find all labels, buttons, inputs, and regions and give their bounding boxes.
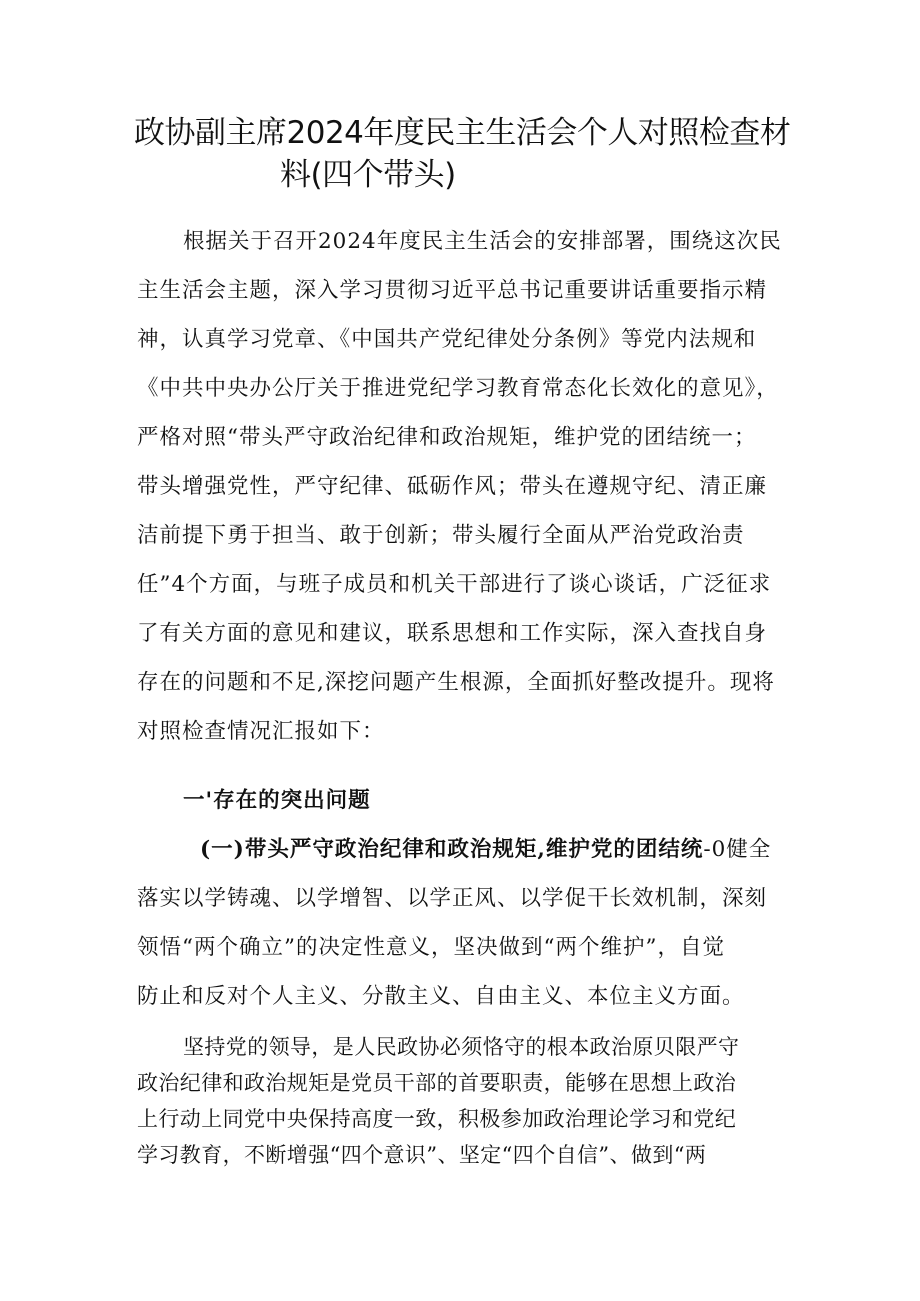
para2-line-3: 上行动上同党中央保持高度一致，积极参加政治理论学习和党纪 xyxy=(137,1107,737,1131)
intro-line-10: 存在的问题和不足,深挖问题产生根源，全面抓好整改提升。现将 xyxy=(137,670,775,695)
intro-line-5: 严格对照“带头严守政治纪律和政治规矩，维护党的团结统一； xyxy=(137,425,757,450)
subsection-heading-tail: -0健全 xyxy=(703,837,772,862)
title-line-2: 料(四个带头) xyxy=(280,157,456,193)
intro-line-1: 根据关于召开2024年度民主生活会的安排部署，围绕这次民 xyxy=(183,229,782,254)
intro-line-2: 主生活会主题，深入学习贯彻习近平总书记重要讲话重要指示精 xyxy=(137,278,768,303)
subsection-heading: (一)带头严守政治纪律和政治规矩,维护党的团结统 xyxy=(200,837,704,862)
para2-line-1: 坚持党的领导，是人民政协必须恪守的根本政治原贝限严守 xyxy=(183,1035,740,1059)
subsection-first-line xyxy=(200,835,771,865)
subsection-line-4: 防止和反对个人主义、分散主义、自由主义、本位主义方面。 xyxy=(137,984,745,1009)
intro-line-7: 洁前提下勇于担当、敢于创新；带头履行全面从严治党政治责 xyxy=(137,523,745,548)
intro-line-11: 对照检查情况汇报如下： xyxy=(137,719,385,744)
intro-line-9: 了有关方面的意见和建议，联系思想和工作实际，深入查找自身 xyxy=(137,621,768,646)
section-heading: 一'存在的突出问题 xyxy=(183,788,371,813)
title-line-1: 政协副主席2024年度民主生活会个人对照检查材 xyxy=(134,115,791,151)
intro-line-4: 《中共中央办公厅关于推进党纪学习教育常态化长效化的意见》， xyxy=(137,376,779,401)
intro-line-3: 神，认真学习党章、《中国共产党纪律处分条例》等党内法规和 xyxy=(137,327,757,352)
document-title xyxy=(134,112,814,196)
subsection-line-3: 领悟“两个确立”的决定性意义，坚决做到“两个维护”，自觉 xyxy=(137,935,725,960)
intro-line-6: 带头增强党性，严守纪律、砥砺作风；带头在遵规守纪、清正廉 xyxy=(137,474,768,499)
para2-line-4: 学习教育，不断增强“四个意识”、坚定“四个自信”、做到“两 xyxy=(137,1143,707,1167)
intro-line-8: 任”4个方面，与班子成员和机关干部进行了谈心谈话，广泛征求 xyxy=(137,572,772,597)
para2-line-2: 政治纪律和政治规矩是党员干部的首要职责，能够在思想上政治 xyxy=(137,1071,737,1095)
subsection-line-2: 落实以学铸魂、以学增智、以学正风、以学促干长效机制，深刻 xyxy=(137,886,768,911)
